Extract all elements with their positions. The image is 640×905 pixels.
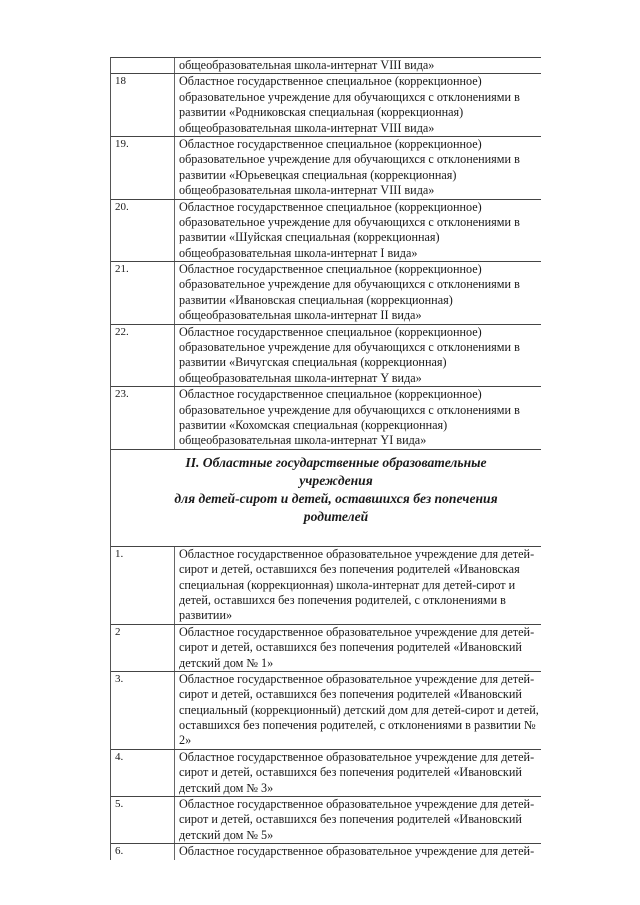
text-line: общеобразовательная школа-интернат VIII вида»: [179, 183, 435, 198]
institution-name: [175, 200, 541, 262]
institution-name: [175, 137, 541, 199]
institution-name: [175, 625, 541, 671]
table-row: [111, 73, 541, 136]
text-line: сирот и детей, оставшихся без попечения родителей «Ивановский: [179, 640, 522, 655]
table-row: [111, 136, 541, 199]
table-row: [111, 624, 541, 671]
heading-line: учреждения: [299, 472, 373, 488]
text-line: детский дом № 3»: [179, 780, 274, 795]
text-line: Областное государственное специальное (коррекционное): [179, 262, 482, 277]
heading-line: II. Областные государственные образовательные: [185, 454, 487, 470]
institution-name: [175, 797, 541, 843]
table-row: [111, 796, 541, 843]
text-line: оставшихся без попечения родителей, с отклонениями в развитии №: [179, 718, 536, 733]
institution-name: [175, 844, 541, 859]
institution-name: [175, 58, 541, 73]
text-line: образовательное учреждение для обучающихся с отклонениями в: [179, 277, 520, 292]
text-line: развитии «Ивановская специальная (коррекционная): [179, 292, 453, 307]
text-line: Областное государственное специальное (коррекционное): [179, 387, 482, 402]
text-line: общеобразовательная школа-интернат YI вида»: [179, 433, 427, 448]
text-line: общеобразовательная школа-интернат II вида»: [179, 308, 422, 323]
text-line: образовательное учреждение для обучающихся с отклонениями в: [179, 214, 520, 229]
text-line: Областное государственное специальное (коррекционное): [179, 199, 482, 214]
text-line: общеобразовательная школа-интернат I вида»: [179, 245, 418, 260]
row-number: 3.: [111, 672, 175, 749]
text-line: детский дом № 5»: [179, 827, 274, 842]
text-line: Областное государственное образовательное учреждение для детей-: [179, 546, 535, 561]
institution-name: [175, 750, 541, 796]
text-line: сирот и детей, оставшихся без попечения родителей «Ивановский: [179, 687, 522, 702]
row-number: 2: [111, 625, 175, 671]
text-line: общеобразовательная школа-интернат VIII вида»: [179, 120, 435, 135]
row-number: 18: [111, 74, 175, 136]
text-line: развитии»: [179, 608, 233, 623]
institution-name: [175, 387, 541, 449]
row-number: 23.: [111, 387, 175, 449]
table-row: [111, 324, 541, 387]
row-number: 21.: [111, 262, 175, 324]
text-line: развитии «Шуйская специальная (коррекционная): [179, 230, 440, 245]
text-line: Областное государственное образовательное учреждение для детей-: [179, 624, 535, 639]
text-line: Областное государственное специальное (коррекционное): [179, 136, 482, 151]
row-number: 5.: [111, 797, 175, 843]
text-line: сирот и детей, оставшихся без попечения родителей «Ивановский: [179, 765, 522, 780]
row-number: 22.: [111, 325, 175, 387]
table-row-continued: [111, 57, 541, 73]
text-line: детей, оставшихся без попечения родителей, с отклонениями в: [179, 592, 506, 607]
text-line: сирот и детей, оставшихся без попечения родителей «Ивановский: [179, 812, 522, 827]
row-number: 20.: [111, 200, 175, 262]
table-row: [111, 261, 541, 324]
text-line: развитии «Кохомская специальная (коррекционная): [179, 417, 448, 432]
text-line: специальная (коррекционная) школа-интернат для детей-сирот и: [179, 577, 516, 592]
heading-line: для детей-сирот и детей, оставшихся без попечения: [174, 490, 498, 506]
text-line: образовательное учреждение для обучающихся с отклонениями в: [179, 340, 520, 355]
institution-name: [175, 74, 541, 136]
table-row: [111, 843, 541, 859]
text-line: Областное государственное образовательное учреждение для детей-: [179, 844, 535, 859]
text-line: специальный (коррекционный) детский дом для детей-сирот и детей,: [179, 702, 539, 717]
text-line: Областное государственное образовательное учреждение для детей-: [179, 671, 535, 686]
table-row: [111, 749, 541, 796]
row-number: 6.: [111, 844, 175, 859]
text-line: 2»: [179, 733, 192, 748]
row-number: 1.: [111, 547, 175, 624]
institution-name: [175, 672, 541, 749]
text-line: общеобразовательная школа-интернат VIII вида»: [179, 58, 435, 72]
text-line: общеобразовательная школа-интернат Y вида»: [179, 370, 422, 385]
table-row: [111, 386, 541, 449]
text-line: Областное государственное образовательное учреждение для детей-: [179, 749, 535, 764]
row-number: 19.: [111, 137, 175, 199]
row-number: 4.: [111, 750, 175, 796]
text-line: развитии «Юрьевецкая специальная (коррекционная): [179, 167, 457, 182]
institutions-table: [110, 57, 541, 860]
text-line: Областное государственное специальное (коррекционное): [179, 74, 482, 89]
institution-name: [175, 325, 541, 387]
heading-line: родителей: [303, 508, 369, 524]
text-line: детский дом № 1»: [179, 655, 274, 670]
institution-name: [175, 262, 541, 324]
text-line: образовательное учреждение для обучающихся с отклонениями в: [179, 152, 520, 167]
table-row: [111, 546, 541, 624]
text-line: образовательное учреждение для обучающихся с отклонениями в: [179, 402, 520, 417]
text-line: Областное государственное образовательное учреждение для детей-: [179, 797, 535, 812]
table-row: [111, 671, 541, 749]
text-line: сирот и детей, оставшихся без попечения родителей «Ивановская: [179, 562, 520, 577]
table-row: [111, 199, 541, 262]
text-line: Областное государственное специальное (коррекционное): [179, 324, 482, 339]
text-line: образовательное учреждение для обучающихся с отклонениями в: [179, 89, 520, 104]
section-heading: [111, 449, 541, 546]
institution-name: [175, 547, 541, 624]
text-line: развитии «Родниковская специальная (коррекционная): [179, 105, 464, 120]
row-number: [111, 58, 175, 73]
text-line: развитии «Вичугская специальная (коррекционная): [179, 355, 447, 370]
